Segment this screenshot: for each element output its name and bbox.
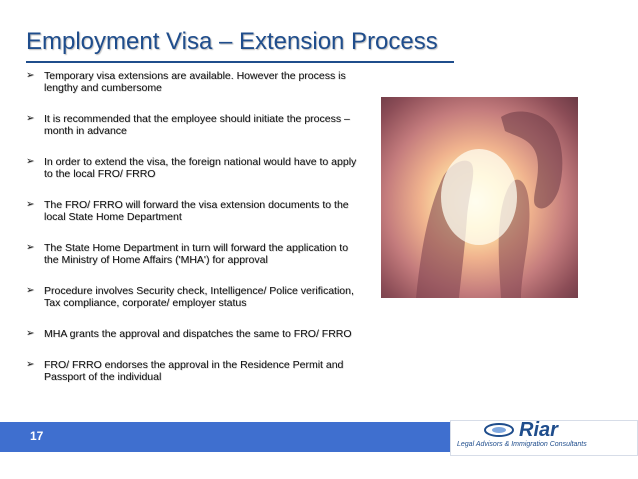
riar-logo-icon [484, 423, 514, 437]
bullet-item [24, 359, 364, 383]
bullet-text: The State Home Department in turn will forward the application to the Ministry of Home Affairs ('MHA') for approval [44, 242, 349, 266]
bullet-text: Temporary visa extensions are available. However the process is lengthy and cumbersome [44, 70, 346, 94]
logo-name: Riar [519, 419, 558, 441]
arrow-bullet-icon: ➢ [26, 70, 35, 81]
bullet-item [24, 70, 364, 94]
arrow-bullet-icon: ➢ [26, 199, 35, 210]
page-number: 17 [30, 429, 44, 443]
arrow-bullet-icon: ➢ [26, 328, 35, 339]
bullet-item [24, 285, 364, 309]
arrow-bullet-icon: ➢ [26, 285, 35, 296]
bullet-list [24, 70, 364, 402]
bullet-text: FRO/ FRRO endorses the approval in the Residence Permit and Passport of the individual [44, 359, 344, 383]
arrow-bullet-icon: ➢ [26, 113, 35, 124]
bullet-item [24, 113, 364, 137]
bullet-text: In order to extend the visa, the foreign national would have to apply to the local FRO/ FRRO [44, 156, 357, 180]
slide-title: Employment Visa – Extension Process [26, 28, 438, 55]
logo-tagline: Legal Advisors & Immigration Consultants [457, 441, 587, 448]
bullet-item [24, 242, 364, 266]
arrow-bullet-icon: ➢ [26, 156, 35, 167]
arrow-bullet-icon: ➢ [26, 242, 35, 253]
bullet-text: MHA grants the approval and dispatches the same to FRO/ FRRO [44, 328, 352, 340]
bullet-text: The FRO/ FRRO will forward the visa extension documents to the local State Home Department [44, 199, 349, 223]
bullet-text: Procedure involves Security check, Intelligence/ Police verification, Tax compliance, corporate/ employer status [44, 285, 354, 309]
arrow-bullet-icon: ➢ [26, 359, 35, 370]
hands-illustration [381, 97, 578, 298]
bullet-item [24, 328, 364, 340]
title-underline [26, 61, 454, 63]
bullet-item [24, 156, 364, 180]
bullet-text: It is recommended that the employee should initiate the process –month in advance [44, 113, 350, 137]
bullet-item [24, 199, 364, 223]
hands-light-photo [381, 97, 578, 298]
